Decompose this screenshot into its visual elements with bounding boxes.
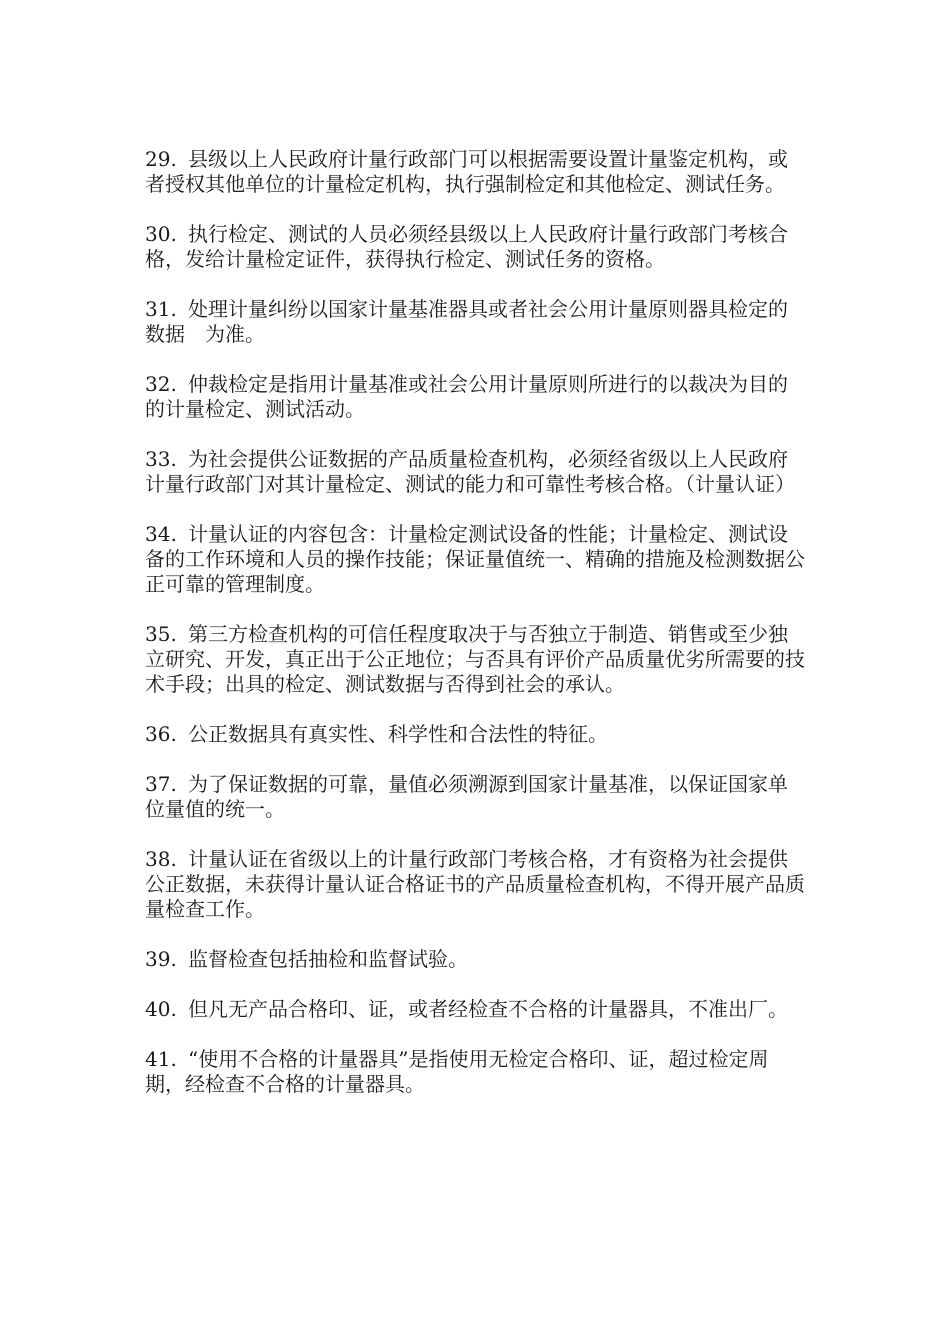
item-number: 35. [145, 622, 177, 646]
list-item [145, 947, 805, 972]
item-number: 30. [145, 222, 177, 246]
item-text: “使用不合格的计量器具”是指使用无检定合格印、证，超过检定周期，经检查不合格的计量器具。 [145, 1047, 769, 1096]
item-number: 37. [145, 772, 177, 796]
item-text: 执行检定、测试的人员必须经县级以上人民政府计量行政部门考核合格，发给计量检定证件，获得执行检定、测试任务的资格。 [145, 222, 788, 271]
list-item [145, 772, 805, 822]
item-text: 但凡无产品合格印、证，或者经检查不合格的计量器具，不准出厂。 [188, 997, 788, 1021]
item-number: 36. [145, 722, 177, 746]
list-item [145, 222, 805, 272]
item-text: 计量认证在省级以上的计量行政部门考核合格，才有资格为社会提供公正数据，未获得计量认证合格证书的产品质量检查机构，不得开展产品质量检查工作。 [145, 847, 805, 921]
item-text: 第三方检查机构的可信任程度取决于与否独立于制造、销售或至少独立研究、开发，真正出于公正地位；与否具有评价产品质量优劣所需要的技术手段；出具的检定、测试数据与否得到社会的承认。 [145, 622, 805, 696]
item-text: 计量认证的内容包含：计量检定测试设备的性能；计量检定、测试设备的工作环境和人员的操作技能；保证量值统一、精确的措施及检测数据公正可靠的管理制度。 [145, 522, 805, 596]
item-text: 处理计量纠纷以国家计量基准器具或者社会公用计量原则器具检定的数据 为准。 [145, 297, 788, 346]
list-item [145, 372, 805, 422]
item-number: 31. [145, 297, 177, 321]
document-page [145, 147, 805, 1122]
list-item [145, 997, 805, 1022]
list-item [145, 297, 805, 347]
list-item [145, 847, 805, 922]
item-number: 34. [145, 522, 177, 546]
item-text: 为了保证数据的可靠，量值必须溯源到国家计量基准，以保证国家单位量值的统一。 [145, 772, 788, 821]
item-number: 40. [145, 997, 177, 1021]
item-number: 39. [145, 947, 177, 971]
list-item [145, 622, 805, 697]
item-number: 32. [145, 372, 177, 396]
item-number: 33. [145, 447, 177, 471]
item-number: 41. [145, 1047, 177, 1071]
item-text: 仲裁检定是指用计量基准或社会公用计量原则所进行的以裁决为目的的计量检定、测试活动。 [145, 372, 788, 421]
list-item [145, 522, 805, 597]
list-item [145, 1047, 805, 1097]
item-number: 38. [145, 847, 177, 871]
item-text: 县级以上人民政府计量行政部门可以根据需要设置计量鉴定机构，或者授权其他单位的计量检定机构，执行强制检定和其他检定、测试任务。 [145, 147, 788, 196]
item-text: 监督检查包括抽检和监督试验。 [188, 947, 468, 971]
list-item [145, 447, 805, 497]
item-text: 为社会提供公证数据的产品质量检查机构，必须经省级以上人民政府计量行政部门对其计量检定、测试的能力和可靠性考核合格。（计量认证） [145, 447, 795, 496]
list-item [145, 722, 805, 747]
list-item [145, 147, 805, 197]
item-text: 公正数据具有真实性、科学性和合法性的特征。 [188, 722, 608, 746]
item-number: 29. [145, 147, 177, 171]
